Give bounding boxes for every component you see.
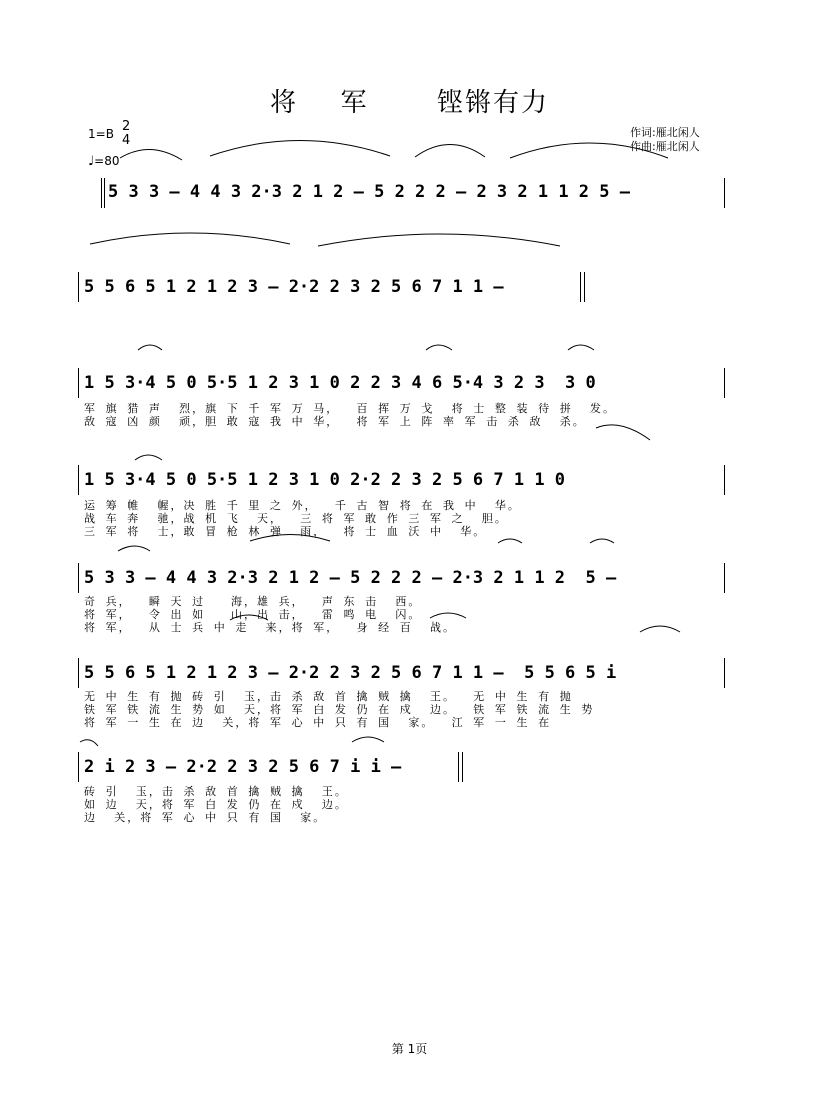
slur-icon (80, 740, 98, 746)
slur-icon (596, 425, 650, 440)
notation-line-5: 5 3 3 – 4 4 3 2·3 2 1 2 – 5 2 2 2 – 2·3 2 1 1 2 5 – (84, 568, 617, 588)
meter-bottom: 4 (122, 133, 131, 148)
notation-line-6: 5 5 6 5 1 2 1 2 3 – 2·2 2 3 2 5 6 7 1 1 – 5 5 6 5 i (84, 663, 617, 683)
slur-icon (138, 345, 162, 350)
notation-line-4: 1 5 3·4 5 0 5·5 1 2 3 1 0 2·2 2 3 2 5 6 7 1 1 0 (84, 470, 566, 490)
double-barline (580, 272, 581, 302)
tempo-value: =80 (94, 154, 120, 168)
barline (724, 563, 725, 593)
slur-icon (498, 539, 522, 543)
barline (78, 368, 79, 398)
quarter-note-icon: ♩ (88, 154, 95, 169)
slur-icon (318, 234, 560, 246)
slur-icon (426, 345, 452, 350)
double-barline (462, 752, 463, 782)
lyric-line-4-verse-3: 三 军 将 士，敢 冒 枪 林 弹 雨， 将 士 血 沃 中 华。 (84, 525, 487, 538)
double-barline (458, 752, 459, 782)
slur-icon (430, 613, 466, 618)
lyric-line-3-verse-1: 军 旗 猎 声 烈，旗 下 千 军 万 马， 百 挥 万 戈 将 士 整 装 待 拼 发。 (84, 402, 616, 415)
meter-top: 2 (122, 119, 131, 134)
notation-line-2: 5 5 6 5 1 2 1 2 3 – 2·2 2 3 2 5 6 7 1 1 – (84, 277, 504, 297)
barline (78, 272, 79, 302)
barline (78, 563, 79, 593)
notation-line-1: 5 3 3 – 4 4 3 2·3 2 1 2 – 5 2 2 2 – 2 3 2 1 1 2 5 – (108, 182, 630, 202)
slur-icon (568, 345, 594, 350)
lyric-line-6-verse-2: 铁 军 铁 流 生 势 如 天，将 军 白 发 仍 在 戍 边。 铁 军 铁 流 生 势 (84, 703, 595, 716)
title-part-1: 将 (269, 88, 298, 118)
lyric-line-4-verse-1: 运 筹 帷 幄，决 胜 千 里 之 外， 千 古 智 将 在 我 中 华。 (84, 499, 521, 512)
page-number: 第 1页 (391, 1042, 428, 1056)
slur-icon (210, 141, 390, 157)
double-barline (584, 272, 585, 302)
slur-icon (118, 546, 150, 551)
notation-line-7: 2 i 2 3 – 2·2 2 3 2 5 6 7 i i – (84, 757, 402, 777)
barline (724, 368, 725, 398)
slur-icon (135, 455, 162, 460)
lyric-line-7-verse-1: 砖 引 玉，击 杀 敌 首 擒 贼 擒 王。 (84, 785, 348, 798)
song-title (0, 82, 819, 119)
title-part-3: 铿锵有力 (437, 88, 550, 118)
lyric-line-5-verse-3: 将 军， 从 士 兵 中 走 来，将 军， 身 经 百 战。 (84, 621, 456, 634)
barline (724, 178, 725, 208)
tempo-marking (88, 154, 119, 169)
barline (724, 465, 725, 495)
barline (78, 658, 79, 688)
lyric-line-4-verse-2: 战 车 奔 驰，战 机 飞 天， 三 将 军 敢 作 三 军 之 胆。 (84, 512, 508, 525)
slur-icon (415, 145, 485, 158)
lyricist: 作词:雁北闲人 (630, 126, 700, 139)
time-signature (122, 120, 130, 148)
double-barline (101, 178, 102, 208)
double-barline (104, 178, 105, 208)
lyric-line-3-verse-2: 敌 寇 凶 颜 顽，胆 敢 寇 我 中 华， 将 军 上 阵 率 军 击 杀 敌 杀。 (84, 415, 586, 428)
lyric-line-6-verse-3: 将 军 一 生 在 边 关，将 军 心 中 只 有 国 家。 江 军 一 生 在 (84, 716, 552, 729)
composer: 作曲:雁北闲人 (630, 140, 700, 153)
slur-icon (120, 149, 182, 160)
barline (78, 465, 79, 495)
key-signature: 1=B (88, 127, 114, 141)
notation-line-3: 1 5 3·4 5 0 5·5 1 2 3 1 0 2 2 3 4 6 5·4 3 2 3 3 0 (84, 373, 596, 393)
lyric-line-7-verse-2: 如 边 天，将 军 白 发 仍 在 戍 边。 (84, 798, 348, 811)
slur-icon (590, 539, 614, 543)
lyric-line-6-verse-1: 无 中 生 有 抛 砖 引 玉，击 杀 敌 首 擒 贼 擒 王。 无 中 生 有 抛 (84, 690, 573, 703)
lyric-line-7-verse-3: 边 关，将 军 心 中 只 有 国 家。 (84, 811, 327, 824)
barline (724, 658, 725, 688)
credits (630, 126, 700, 154)
slur-icon (90, 233, 290, 244)
slur-icon (352, 737, 384, 742)
lyric-line-5-verse-2: 将 军， 令 出 如 山，出 击， 雷 鸣 电 闪。 (84, 608, 422, 621)
barline (78, 752, 79, 782)
slur-icon (640, 626, 680, 632)
title-part-2: 军 (340, 88, 369, 118)
lyric-line-5-verse-1: 奇 兵， 瞬 天 过 海，雄 兵， 声 东 击 西。 (84, 595, 422, 608)
